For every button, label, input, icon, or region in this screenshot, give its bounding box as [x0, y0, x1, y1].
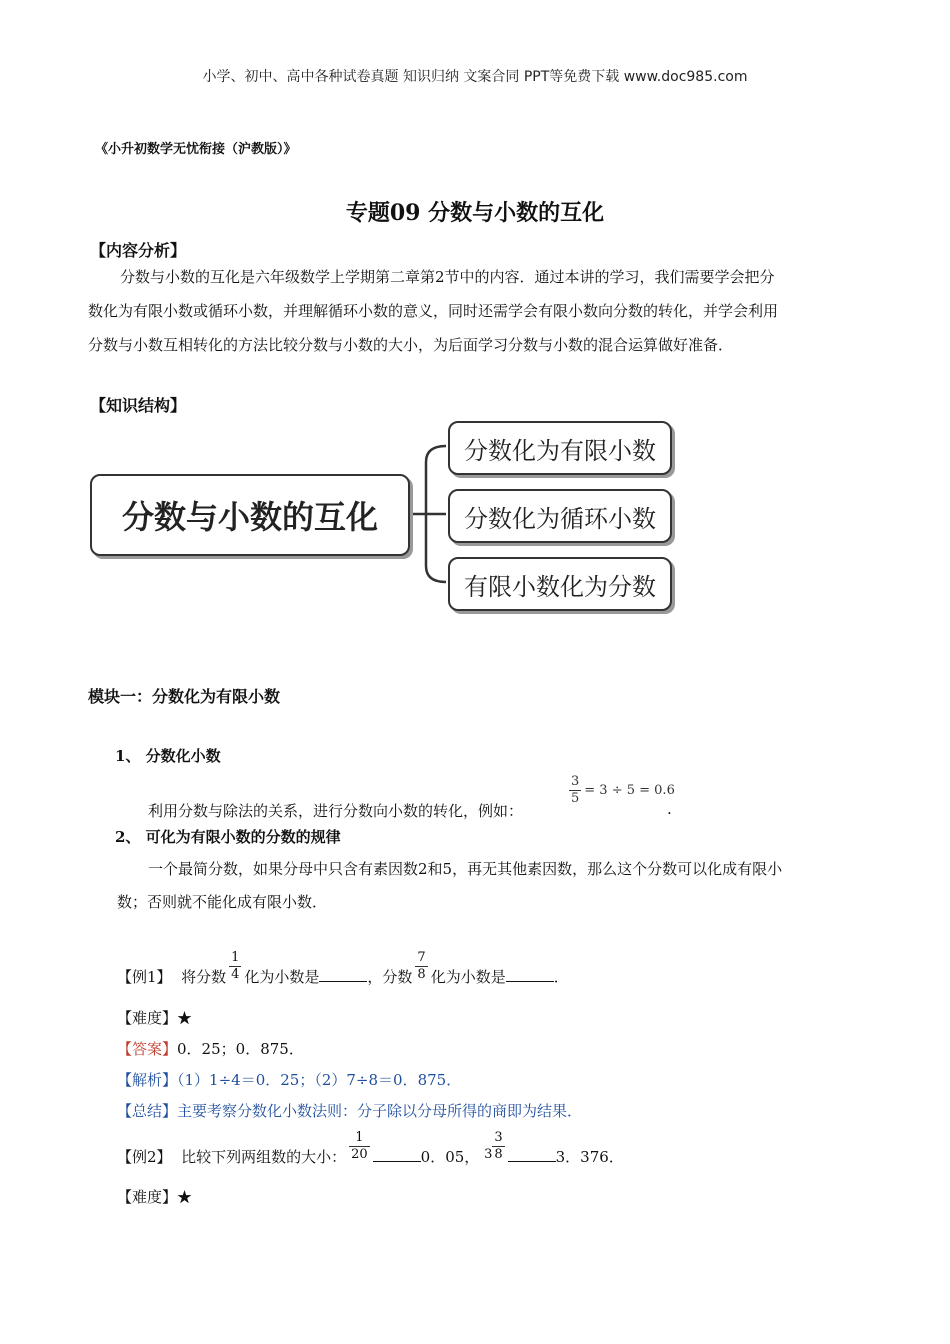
example2-mixed-whole: 3	[484, 1147, 493, 1162]
mindmap-node-decimal-to-fraction: 有限小数化为分数	[448, 557, 672, 611]
example2-frac2-num: 3	[494, 1130, 503, 1145]
point2-line-1: 一个最简分数，如果分母中只含有素因数2和5，再无其他素因数，那么这个分数可以化成有限小	[148, 860, 783, 878]
mindmap-node-terminating: 分数化为有限小数	[448, 421, 672, 475]
example1-frac2-den: 8	[417, 967, 426, 982]
example1-difficulty-label: 【难度】	[117, 1009, 178, 1027]
example1-label: 【例1】	[117, 968, 172, 986]
example1-frac1-den: 4	[231, 967, 240, 982]
point1-title: 1、 分数化小数	[115, 747, 221, 765]
example1-text-d: 化为小数是	[430, 968, 506, 986]
example1-blank-2	[506, 967, 554, 982]
example2-blank-1	[373, 1147, 421, 1162]
mindmap-root: 分数与小数的互化	[90, 474, 410, 556]
example1-summary	[117, 1100, 582, 1121]
example2-question	[117, 1130, 624, 1171]
formula-rest: = 3 ÷ 5 = 0.6	[584, 783, 675, 798]
example2-frac2-den: 8	[494, 1147, 503, 1162]
example2-label: 【例2】	[117, 1148, 172, 1166]
example1-text-a: 将分数	[181, 968, 227, 986]
example2-blank-2	[508, 1147, 556, 1162]
example2-frac1-den: 20	[351, 1147, 368, 1162]
example2-cmp2: 3．376．	[555, 1148, 624, 1166]
example2-cmp1: 0．05，	[420, 1148, 480, 1166]
formula-denominator: 5	[571, 791, 580, 806]
content-analysis-line-2: 数化为有限小数或循环小数，并理解循环小数的意义，同时还需学会有限小数向分数的转化，并学会利用	[88, 302, 779, 320]
example1-answer	[117, 1038, 304, 1059]
site-header: 小学、初中、高中各种试卷真题 知识归纳 文案合同 PPT等免费下载 www.doc985.com	[202, 69, 748, 85]
point1-formula	[566, 774, 675, 807]
summary-text: 主要考察分数化小数法则：分子除以分母所得的商即为结果．	[177, 1102, 583, 1120]
difficulty-star-icon: ★	[177, 1009, 193, 1027]
example1-frac1-num: 1	[231, 950, 240, 965]
point1-end: .	[667, 800, 672, 818]
content-analysis-heading: 【内容分析】	[90, 241, 187, 260]
series-title: 《小升初数学无忧衔接（沪教版）》	[95, 142, 297, 157]
example1-frac2-num: 7	[417, 950, 426, 965]
example2-difficulty	[117, 1186, 192, 1207]
example1-text-b: 化为小数是	[244, 968, 320, 986]
answer-label: 【答案】	[117, 1040, 178, 1058]
example1-end: ．	[553, 968, 569, 986]
example2-difficulty-label: 【难度】	[117, 1188, 178, 1206]
mindmap-node-repeating: 分数化为循环小数	[448, 489, 672, 543]
analysis-text: （1）1÷4＝0．25；（2）7÷8＝0．875．	[177, 1071, 462, 1089]
answer-text: 0．25；0．875．	[177, 1040, 304, 1058]
example2-frac1-num: 1	[349, 1130, 370, 1147]
module1-heading: 模块一：分数化为有限小数	[88, 687, 281, 706]
point2-title: 2、 可化为有限小数的分数的规律	[115, 828, 341, 846]
example1-question	[117, 950, 569, 991]
point1-text: 利用分数与除法的关系，进行分数向小数的转化，例如：	[148, 802, 524, 820]
content-analysis-line-3: 分数与小数互相转化的方法比较分数与小数的大小，为后面学习分数与小数的混合运算做好准备．	[88, 336, 734, 354]
difficulty-star-icon: ★	[177, 1188, 193, 1206]
content-analysis-line-1: 分数与小数的互化是六年级数学上学期第二章第2节中的内容．通过本讲的学习，我们需要学会把分	[120, 268, 775, 286]
example1-blank-1	[319, 967, 367, 982]
example1-analysis	[117, 1069, 461, 1090]
summary-label: 【总结】	[117, 1102, 178, 1120]
example1-text-c: ，分数	[367, 968, 413, 986]
knowledge-structure-heading: 【知识结构】	[90, 396, 187, 415]
example1-difficulty	[117, 1007, 192, 1028]
example2-text-a: 比较下列两组数的大小：	[181, 1148, 347, 1166]
formula-numerator: 3	[571, 774, 580, 789]
point2-line-2: 数；否则就不能化成有限小数．	[117, 893, 328, 911]
analysis-label: 【解析】	[117, 1071, 178, 1089]
page-title: 专题09 分数与小数的互化	[345, 200, 605, 226]
